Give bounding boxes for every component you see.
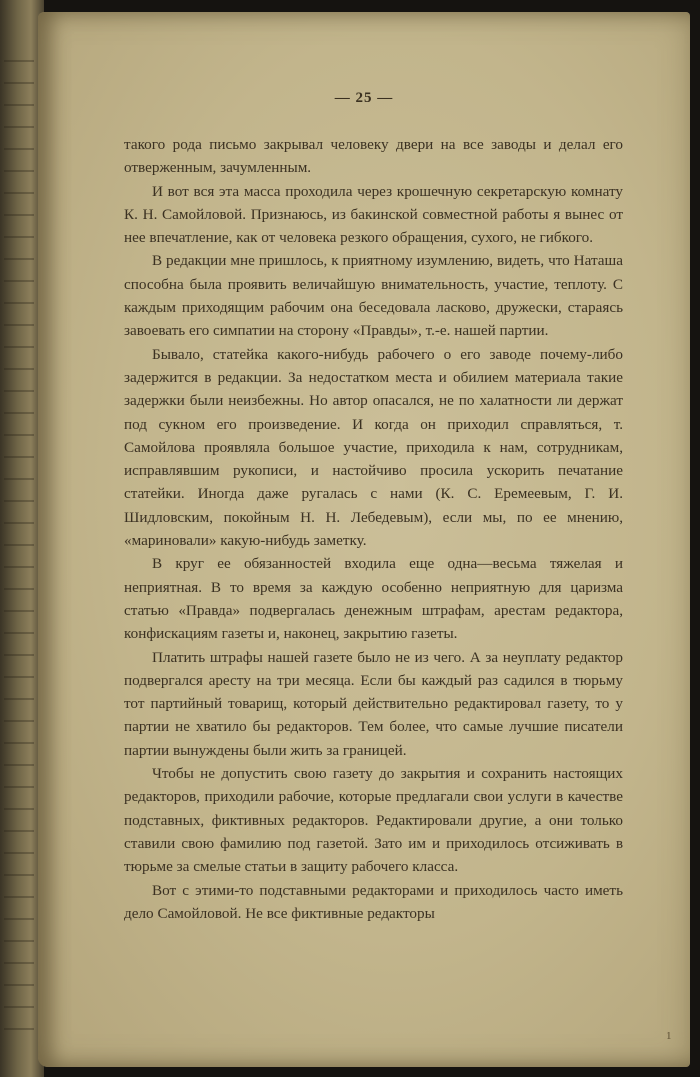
paragraph: такого рода письмо закрывал человеку двери на все заводы и делал его отверженным, зачумленным. (124, 136, 623, 177)
paragraph: Чтобы не допустить свою газету до закрытия и сохранить настоящих редакторов, приходили рабочие, которые предлагали свои услуги в качестве подставных, фиктивных редакторов. Редактировали другие, а они только ставили свою фамилию под газетой. Зато им и приходилось отсиживать в тюрьме за смелые статьи в защиту рабочего класса. (124, 765, 623, 876)
page-number: — 25 — (334, 90, 394, 106)
paragraph: В круг ее обязанностей входила еще одна—весьма тяжелая и неприятная. В то время за каждую особенно неприятную для царизма статью «Правда» подвергалась денежным штрафам, арестам редактора, конфискациям газеты и, наконец, закрытию газеты. (124, 555, 623, 643)
paragraph: Платить штрафы нашей газете было не из чего. А за неуплату редактор подвергался аресту на три месяца. Если бы каждый раз садился в тюрьму тот партийный товарищ, который действительно редактировал газету, то у партии не хватило бы редакторов. Тем более, что самые лучшие писатели партии вынуждены были жить за границей. (124, 648, 623, 759)
paragraph: В редакции мне пришлось, к приятному изумлению, видеть, что Наташа способна была проявить величайшую внимательность, участие, теплоту. С каждым приходящим рабочим она беседовала ласково, дружески, стараясь завоевать его симпатии на сторону «Правды», т.-е. нашей партии. (124, 252, 623, 340)
book-page (38, 12, 690, 1067)
previous-page-edge (4, 60, 34, 1040)
paragraph: И вот вся эта масса проходила через крошечную секретарскую комнату К. Н. Самойловой. Признаюсь, из бакинской совместной работы я вынес от нее впечатление, как от человека резкого обращения, сухого, не гибкого. (124, 182, 623, 247)
paragraph: Бывало, статейка какого-нибудь рабочего о его заводе почему-либо задержится в редакции. За недостатком места и обилием материала такие задержки были неизбежны. Но автор опасался, не по халатности ли держат под сукном его произведение. И когда он приходил справляться, т. Самойлова проявляла большое участие, приходила к нам, сотрудникам, исправлявшим рукописи, и настойчиво просила ускорить печатание статейки. Иногда даже ругалась с нами (К. С. Еремеевым, Г. И. Шидловским, покойным Н. Н. Лебедевым), если мы, по ее мнению, «мариновали» какую-нибудь заметку. (124, 345, 623, 550)
page-text (124, 133, 623, 925)
paragraph: Вот с этими-то подставными редакторами и приходилось часто иметь дело Самойловой. Не все фиктивные редакторы (124, 881, 623, 922)
corner-mark: 1 (666, 1030, 672, 1042)
